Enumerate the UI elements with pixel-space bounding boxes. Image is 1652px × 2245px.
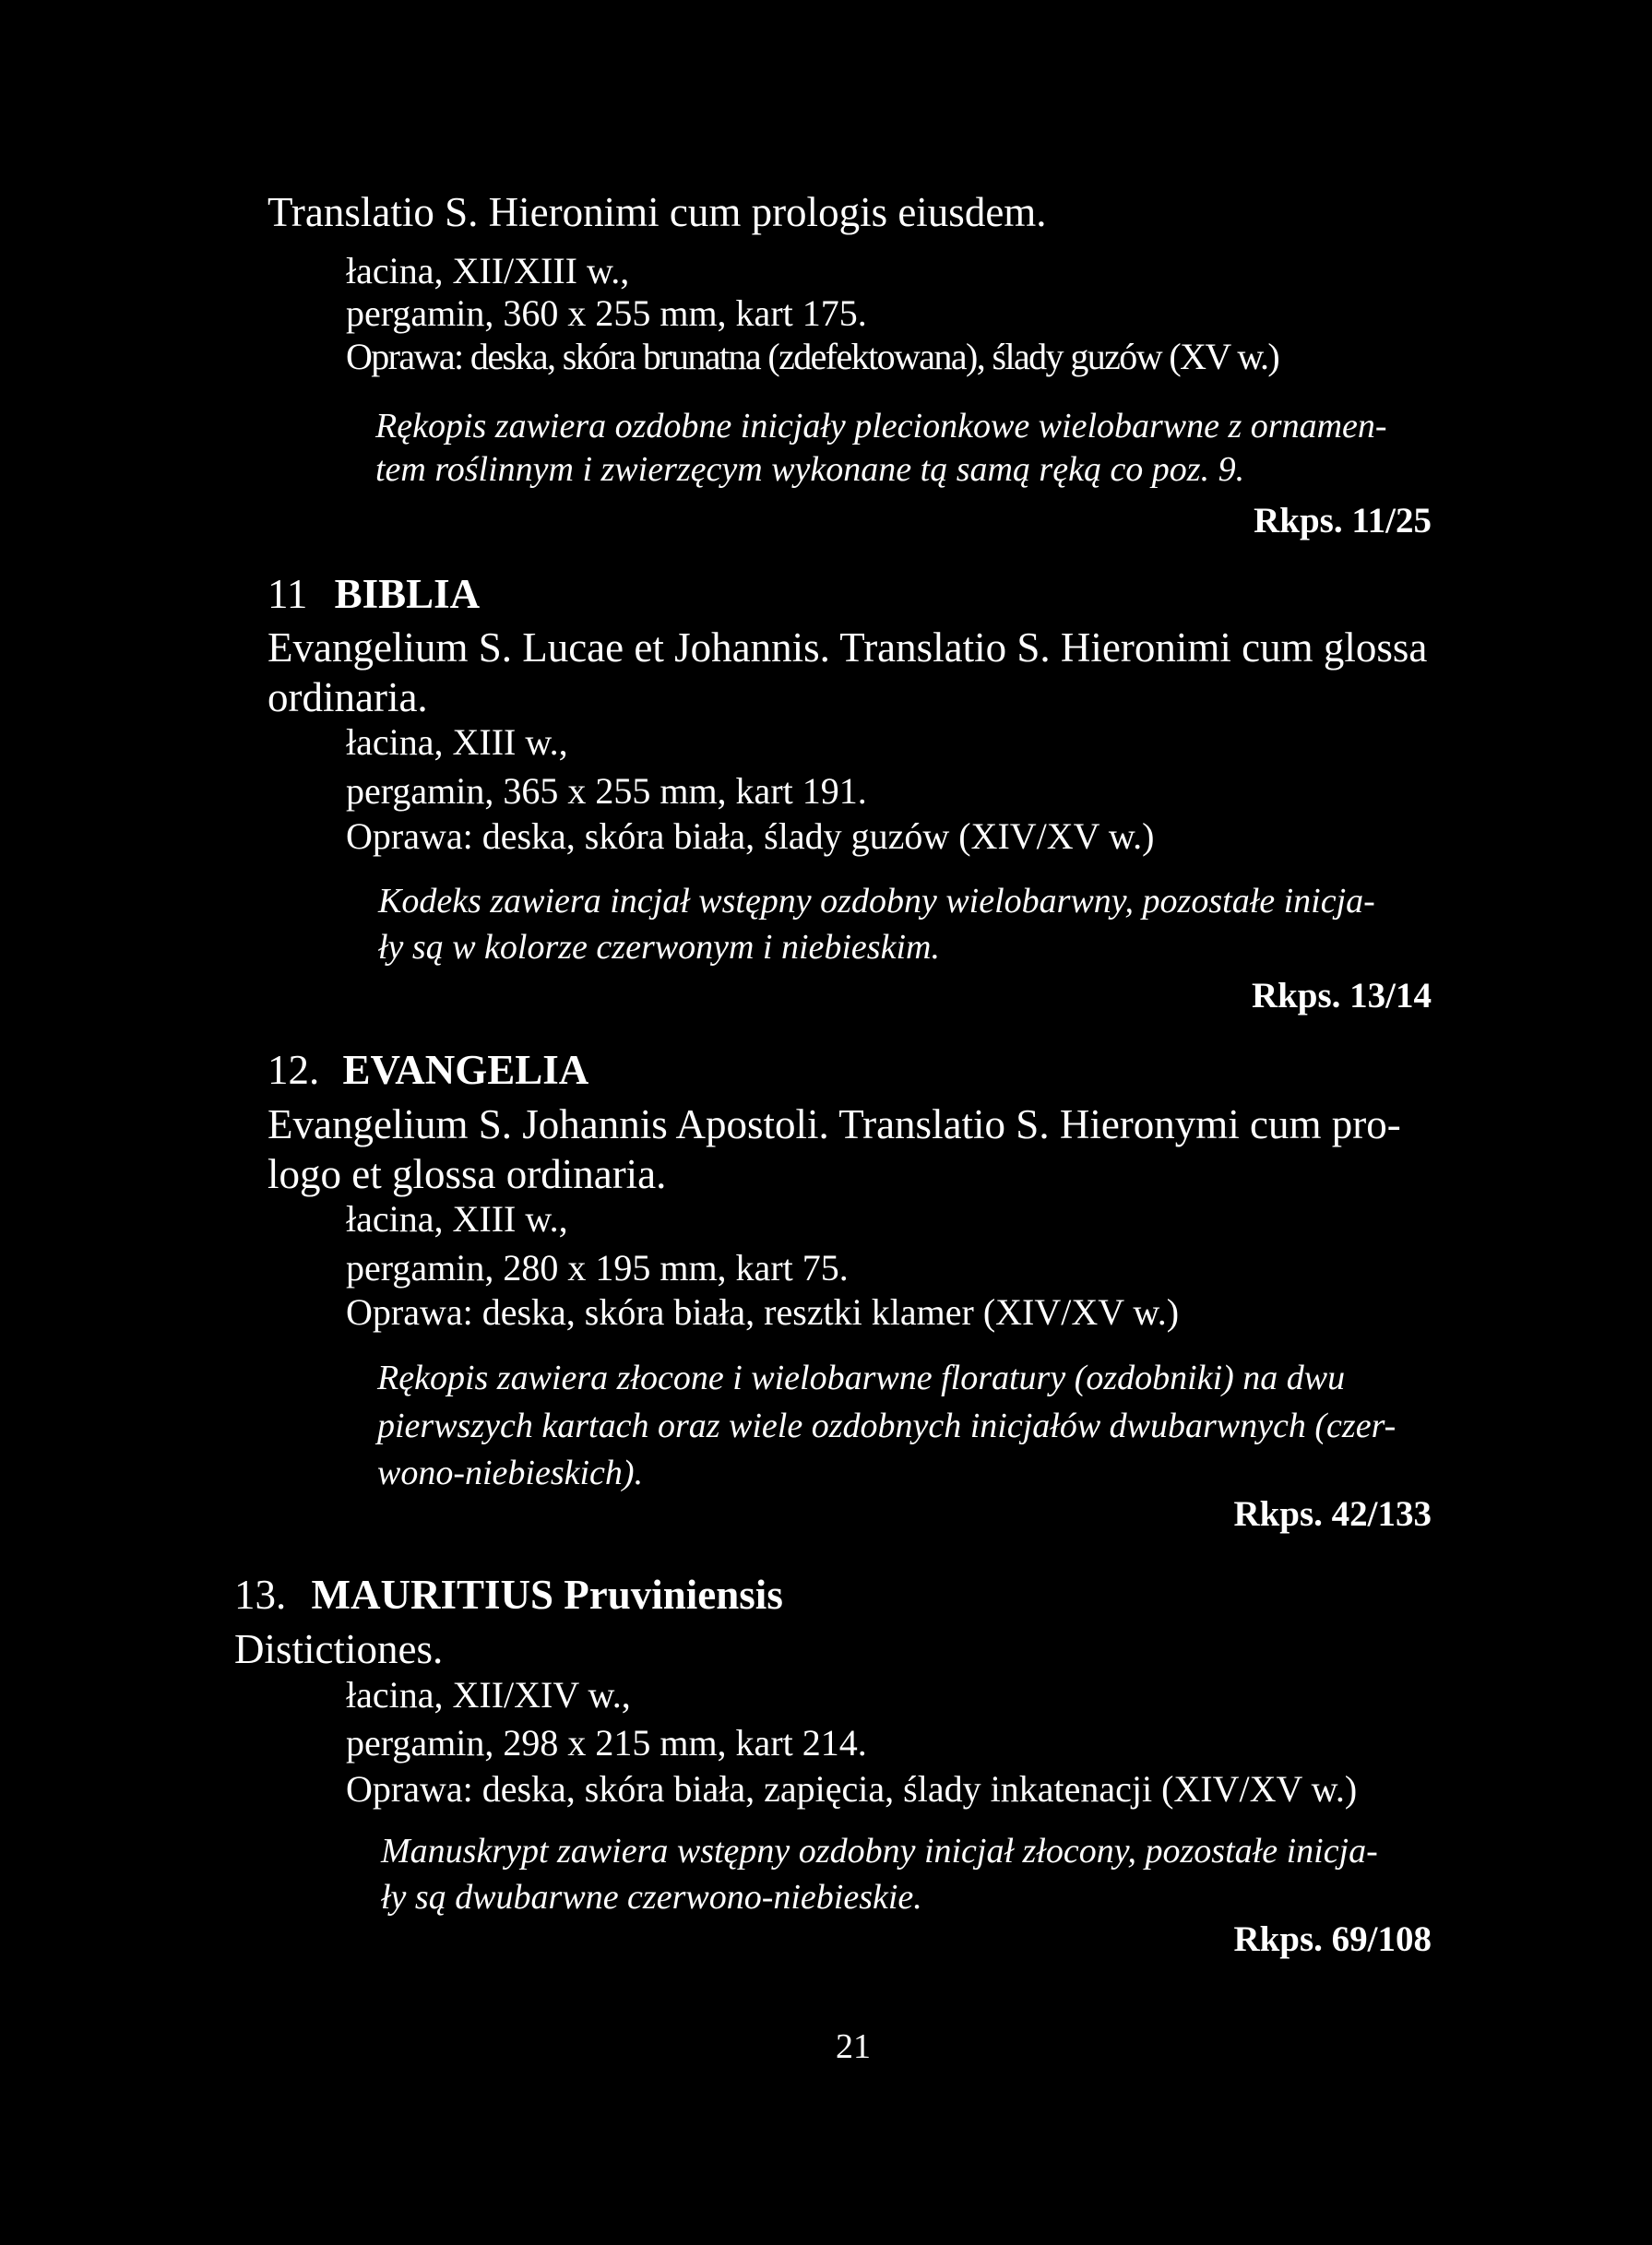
entry-title-line: logo et glossa ordinaria. xyxy=(267,1151,667,1197)
entry-binding: Oprawa: deska, skóra biała, resztki klamer (XIV/XV w.) xyxy=(346,1291,1180,1333)
shelfmark: Rkps. 13/14 xyxy=(1251,976,1432,1016)
entry-title-line: Translatio S. Hieronimi cum prologis eiusdem. xyxy=(267,189,1047,235)
entry-material-size: pergamin, 280 x 195 mm, kart 75. xyxy=(346,1247,849,1289)
entry-note-line: ły są w kolorze czerwonym i niebieskim. xyxy=(378,928,940,967)
entry-binding: Oprawa: deska, skóra biała, ślady guzów (XIV/XV w.) xyxy=(346,815,1155,857)
entry-material-size: pergamin, 365 x 255 mm, kart 191. xyxy=(346,770,867,812)
entry-language-date: łacina, XIII w., xyxy=(346,721,568,763)
shelfmark: Rkps. 11/25 xyxy=(1254,501,1432,540)
entry-language-date: łacina, XII/XIV w., xyxy=(346,1674,631,1716)
entry-note-line: Manuskrypt zawiera wstępny ozdobny inicjał złocony, pozostałe inicja- xyxy=(381,1832,1378,1871)
entry-number: 12. xyxy=(267,1047,320,1093)
entry-title-line: ordinaria. xyxy=(267,674,428,720)
entry-material-size: pergamin, 298 x 215 mm, kart 214. xyxy=(346,1722,867,1764)
shelfmark: Rkps. 42/133 xyxy=(1233,1494,1432,1534)
entry-title-line: Distictiones. xyxy=(234,1626,444,1672)
entry-binding: Oprawa: deska, skóra biała, zapięcia, ślady inkatenacji (XIV/XV w.) xyxy=(346,1768,1358,1810)
entry-number: 11 xyxy=(267,571,308,617)
entry-note-line: Rękopis zawiera złocone i wielobarwne floratury (ozdobniki) na dwu xyxy=(377,1359,1346,1397)
entry-heading xyxy=(234,1574,783,1616)
entry-title-line: Evangelium S. Lucae et Johannis. Translatio S. Hieronimi cum glossa xyxy=(267,624,1428,671)
entry-number: 13. xyxy=(234,1572,287,1618)
shelfmark: Rkps. 69/108 xyxy=(1233,1919,1432,1959)
entry-heading xyxy=(267,571,481,617)
entry-material-size: pergamin, 360 x 255 mm, kart 175. xyxy=(346,292,867,334)
entry-language-date: łacina, XIII w., xyxy=(346,1198,568,1240)
entry-note-line: wono-niebieskich). xyxy=(377,1454,644,1492)
entry-note-line: pierwszych kartach oraz wiele ozdobnych inicjałów dwubarwnych (czer- xyxy=(377,1407,1396,1445)
entry-name: EVANGELIA xyxy=(342,1047,589,1093)
entry-binding: Oprawa: deska, skóra brunatna (zdefektowana), ślady guzów (XV w.) xyxy=(346,336,1279,377)
entry-heading xyxy=(267,1047,589,1093)
entry-note-line: tem roślinnym i zwierzęcym wykonane tą samą ręką co poz. 9. xyxy=(375,450,1245,489)
entry-name: BIBLIA xyxy=(334,571,481,617)
entry-name: MAURITIUS Pruviniensis xyxy=(311,1572,783,1618)
entry-note-line: Rękopis zawiera ozdobne inicjały plecionkowe wielobarwne z ornamen- xyxy=(375,407,1387,445)
entry-title-line: Evangelium S. Johannis Apostoli. Translatio S. Hieronymi cum pro- xyxy=(267,1101,1401,1147)
entry-note-line: ły są dwubarwne czerwono-niebieskie. xyxy=(381,1878,922,1917)
entry-note-line: Kodeks zawiera incjał wstępny ozdobny wielobarwny, pozostałe inicja- xyxy=(378,882,1375,921)
page-number: 21 xyxy=(836,2027,871,2066)
entry-language-date: łacina, XII/XIII w., xyxy=(346,250,630,291)
